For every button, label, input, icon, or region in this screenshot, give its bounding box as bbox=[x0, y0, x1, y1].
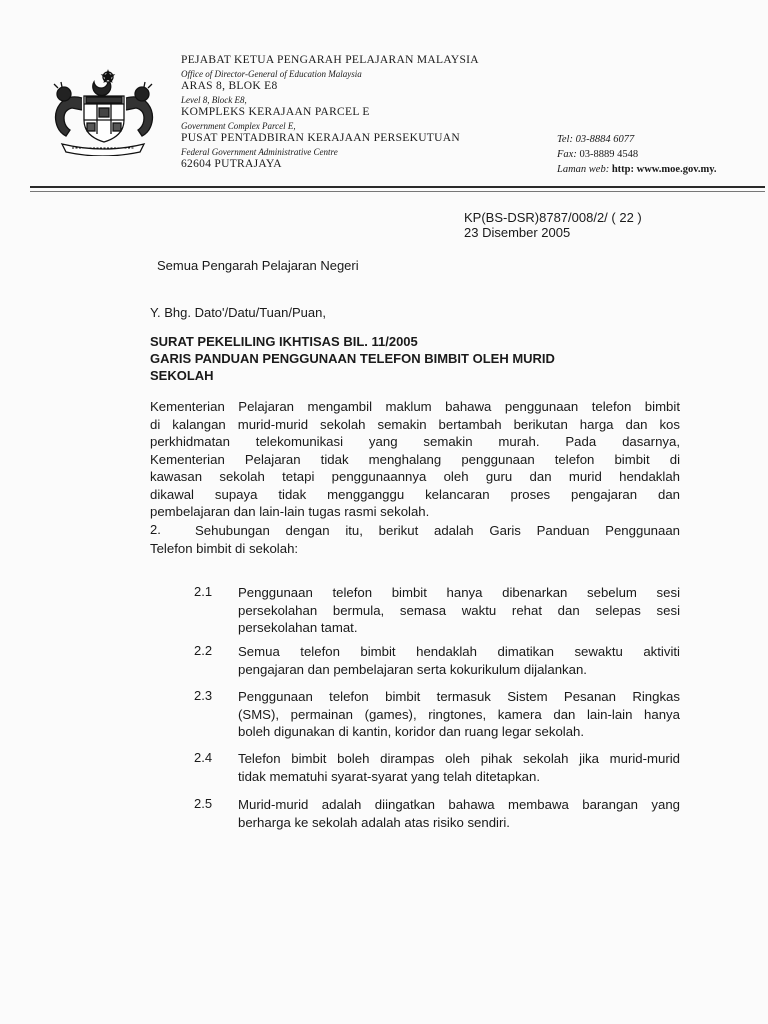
paragraph-1 bbox=[150, 398, 680, 521]
paragraph-line: di kalangan murid-murid sekolah semakin bertambah berikutan harga dan kos bbox=[150, 416, 680, 432]
telephone-label: Tel: bbox=[557, 134, 573, 145]
guideline-item bbox=[238, 750, 680, 785]
paragraph-line: Sehubungan dengan itu, berikut adalah Garis Panduan Penggunaan bbox=[195, 523, 680, 538]
paragraph-line: kawasan sekolah tetapi penggunaannya oleh guru dan murid hendaklah bbox=[150, 469, 680, 484]
fax-number: 03-8889 4548 bbox=[579, 149, 639, 160]
guideline-item bbox=[238, 584, 680, 637]
telephone bbox=[557, 134, 634, 145]
guideline-line: Semua telefon bimbit hendaklah dimatikan sewaktu aktiviti bbox=[238, 644, 680, 659]
address-complex-english: Government Complex Parcel E, bbox=[181, 121, 296, 131]
guideline-line: Telefon bimbit boleh dirampas oleh pihak sekolah jika murid-murid bbox=[238, 751, 680, 766]
guideline-line: Murid-murid adalah diingatkan bahawa membawa barangan yang bbox=[238, 797, 680, 812]
paragraph-line: perkhidmatan telekomunikasi yang semakin murah. Pada dasarnya, bbox=[150, 434, 680, 449]
website bbox=[557, 164, 717, 175]
guideline-line: pengajaran dan pembelajaran serta kokurikulum dijalankan. bbox=[238, 661, 587, 677]
letter-date: 23 Disember 2005 bbox=[464, 225, 571, 240]
website-url: http: www.moe.gov.my. bbox=[611, 164, 717, 175]
guideline-item bbox=[238, 796, 680, 831]
paragraph-line: Telefon bimbit di sekolah: bbox=[150, 540, 299, 556]
guideline-line: tidak mematuhi syarat-syarat yang telah ditetapkan. bbox=[238, 768, 541, 784]
guideline-line: boleh digunakan di kantin, koridor dan ruang legar sekolah. bbox=[238, 724, 585, 739]
paragraph-line: pembelajaran dan lain-lain tugas rasmi sekolah. bbox=[150, 504, 430, 519]
recipient: Semua Pengarah Pelajaran Negeri bbox=[157, 258, 359, 273]
guideline-number: 2.5 bbox=[194, 796, 213, 811]
header-rule-thin bbox=[30, 191, 765, 192]
guideline-item bbox=[238, 688, 680, 741]
address-centre-english: Federal Government Administrative Centre bbox=[181, 147, 338, 157]
address-floor: ARAS 8, BLOK E8 bbox=[181, 80, 278, 92]
ministry-name-english: Office of Director-General of Education Malaysia bbox=[181, 69, 362, 79]
circular-title: SURAT PEKELILING IKHTISAS BIL. 11/2005 bbox=[150, 334, 418, 349]
paragraph-line: Kementerian Pelajaran mengambil maklum bahawa penggunaan telefon bimbit bbox=[150, 399, 680, 414]
paragraph-line: dikawal supaya tidak mengganggu kelancaran proses pengajaran dan bbox=[150, 486, 680, 502]
guideline-line: Penggunaan telefon bimbit hanya dibenarkan sebelum sesi bbox=[238, 585, 680, 600]
circular-subject: GARIS PANDUAN PENGGUNAAN TELEFON BIMBIT OLEH MURID bbox=[150, 351, 555, 366]
guideline-line: (SMS), permainan (games), ringtones, kamera dan lain-lain hanya bbox=[238, 706, 680, 722]
address-postcode: 62604 PUTRAJAYA bbox=[181, 158, 282, 170]
guideline-number: 2.4 bbox=[194, 750, 213, 765]
address-centre: PUSAT PENTADBIRAN KERAJAAN PERSEKUTUAN bbox=[181, 132, 460, 144]
header-rule bbox=[30, 186, 765, 188]
guideline-line: berharga ke sekolah adalah atas risiko sendiri. bbox=[238, 814, 510, 830]
circular-subject-continued: SEKOLAH bbox=[150, 368, 214, 383]
website-label: Laman web: bbox=[557, 164, 610, 175]
address-floor-english: Level 8, Block E8, bbox=[181, 95, 247, 105]
fax bbox=[557, 149, 638, 160]
paragraph-2-number: 2. bbox=[150, 522, 161, 537]
coat-of-arms-logo bbox=[44, 68, 162, 156]
address-complex: KOMPLEKS KERAJAAN PARCEL E bbox=[181, 106, 370, 118]
fax-label: Fax: bbox=[557, 149, 577, 160]
guideline-line: persekolahan tamat. bbox=[238, 620, 358, 635]
paragraph-line: Kementerian Pelajaran tidak menghalang penggunaan telefon bimbit di bbox=[150, 451, 680, 467]
telephone-number: 03-8884 6077 bbox=[575, 134, 635, 145]
reference-number: KP(BS-DSR)8787/008/2/ ( 22 ) bbox=[464, 210, 642, 225]
guideline-number: 2.3 bbox=[194, 688, 213, 703]
guideline-item bbox=[238, 643, 680, 678]
ministry-name: PEJABAT KETUA PENGARAH PELAJARAN MALAYSIA bbox=[181, 54, 479, 66]
guideline-number: 2.1 bbox=[194, 584, 213, 599]
guideline-line: persekolahan bermula, semasa waktu rehat dan selepas sesi bbox=[238, 602, 680, 618]
paragraph-2 bbox=[150, 522, 680, 557]
guideline-line: Penggunaan telefon bimbit termasuk Sistem Pesanan Ringkas bbox=[238, 689, 680, 704]
salutation: Y. Bhg. Dato'/Datu/Tuan/Puan, bbox=[150, 305, 326, 320]
guideline-number: 2.2 bbox=[194, 643, 213, 658]
